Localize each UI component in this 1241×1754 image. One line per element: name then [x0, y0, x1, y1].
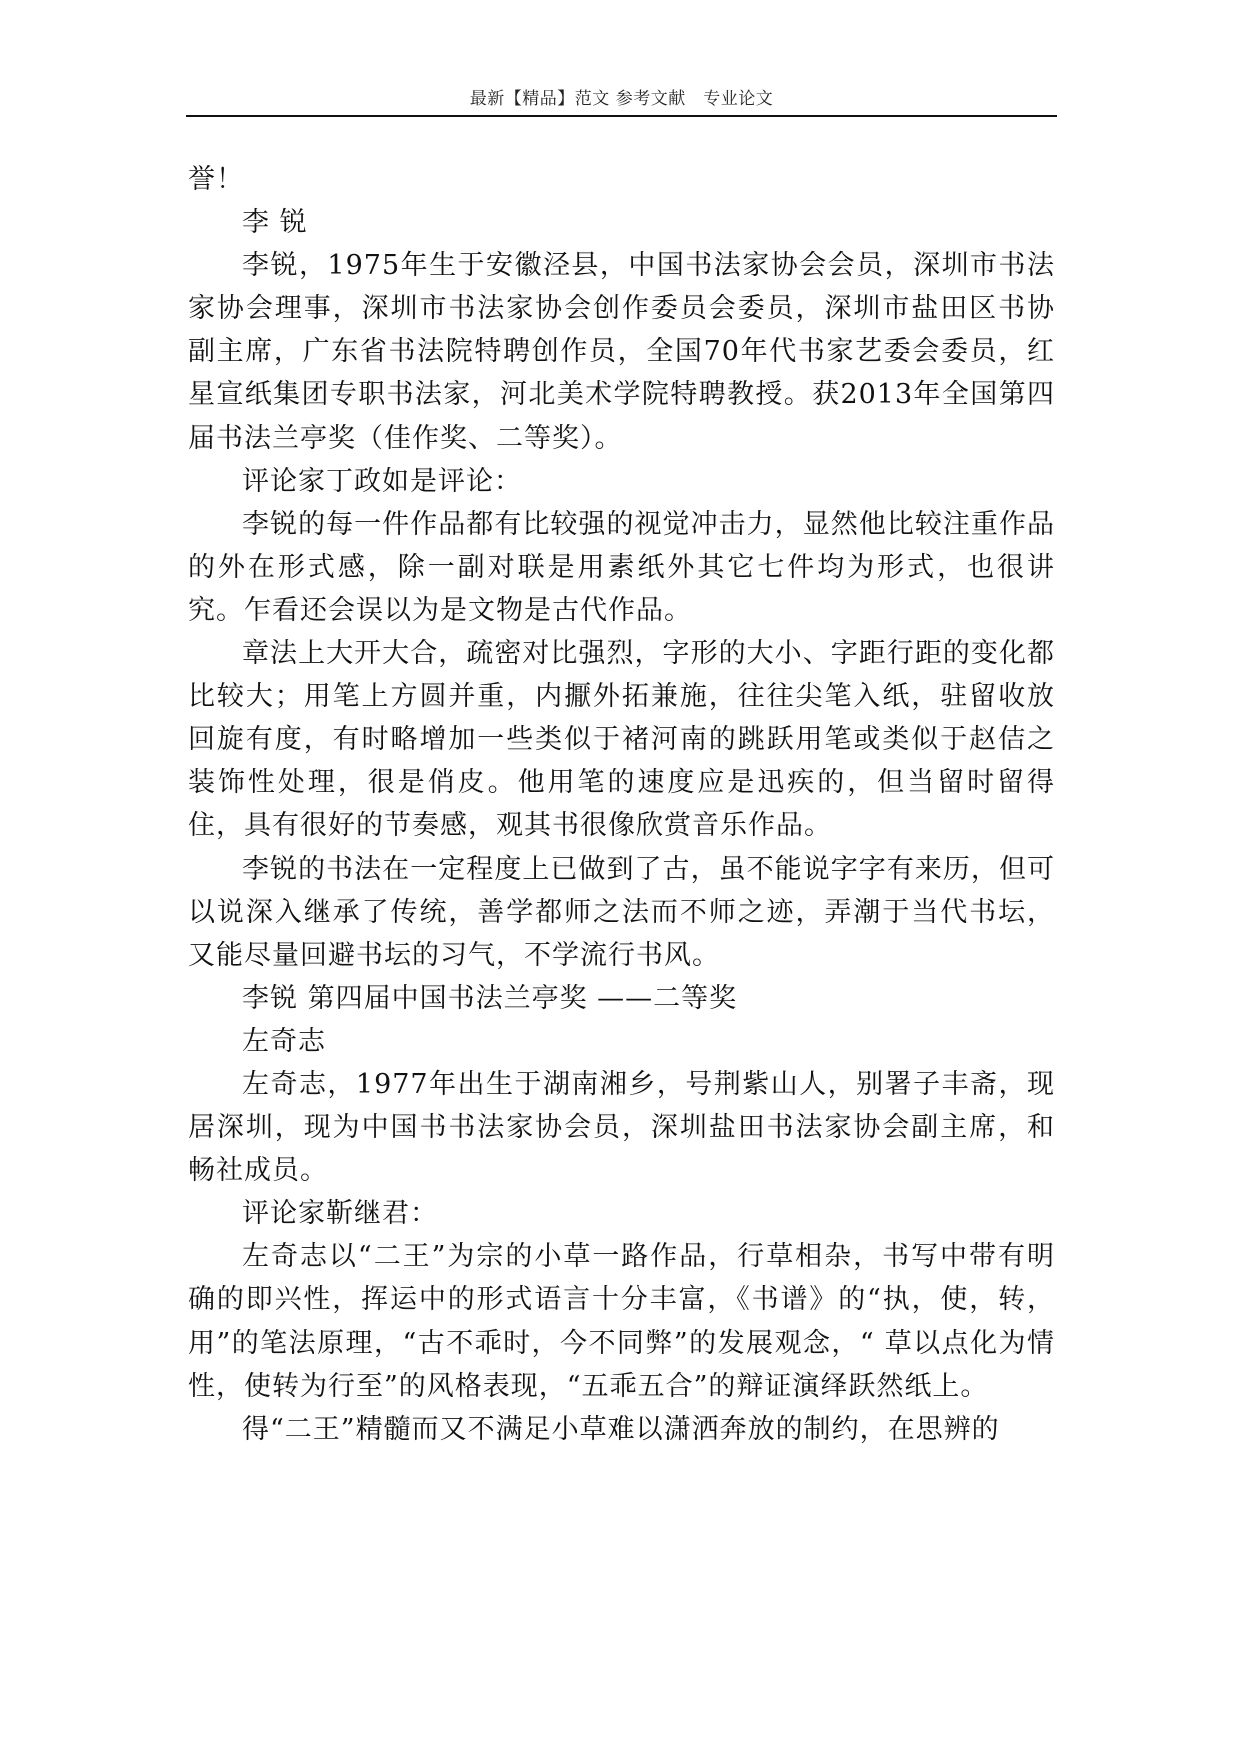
paragraph-award-caption: 李锐 第四届中国书法兰亭奖 ——二等奖	[242, 982, 738, 1014]
paragraph-composition: 章法上大开大合，疏密对比强烈，字形的大小、字距行距的变化都比较大；用笔上方圆并重，内擫外拓兼施，往往尖笔入纸，驻留收放回旋有度，有时略增加一些类似于褚河南的跳跃用笔或类似于赵佶之装饰性处理，很是俏皮。他用笔的速度应是迅疾的，但当留时留得住，具有很好的节奏感，观其书很像欣赏音乐作品。	[188, 638, 1055, 842]
paragraph-critic-jin: 评论家靳继君：	[242, 1198, 438, 1230]
paragraph-li-rui-bio: 李锐，1975年生于安徽泾县，中国书法家协会会员，深圳市书法家协会理事，深圳市书法家协会创作委员会委员，深圳市盐田区书协副主席，广东省书法院特聘创作员，全国70年代书家艺委会委员，红星宣纸集团专职书法家，河北美术学院特聘教授。获2013年全国第四届书法兰亭奖（佳作奖、二等奖）。	[188, 250, 1055, 454]
paragraph-zuo-qizhi-bio: 左奇志，1977年出生于湖南湘乡，号荆紫山人，别署子丰斋，现居深圳，现为中国书书法家协会员，深圳盐田书法家协会副主席，和畅社成员。	[188, 1068, 1055, 1187]
page-header: 最新【精品】范文 参考文献 专业论文	[469, 89, 774, 109]
paragraph-essence: 得“二王”精髓而又不满足小草难以潇洒奔放的制约，在思辨的	[242, 1413, 1000, 1445]
section-heading-li-rui: 李 锐	[242, 207, 308, 239]
paragraph-critic-intro: 评论家丁政如是评论：	[242, 465, 522, 497]
paragraph-style-analysis: 左奇志以“二王”为宗的小草一路作品，行草相杂，书写中带有明确的即兴性，挥运中的形式语言十分丰富，《书谱》的“执，使，转，用”的笔法原理，“古不乖时，今不同弊”的发展观念，“ 草以点化为情性，使转为行至”的风格表现，“五乖五合”的辩证演绎跃然纸上。	[188, 1241, 1055, 1402]
paragraph-continuation: 誉！	[188, 164, 244, 195]
document-body	[188, 158, 1055, 1451]
section-heading-zuo-qizhi: 左奇志	[242, 1025, 326, 1057]
header-divider	[186, 115, 1057, 117]
paragraph-tradition: 李锐的书法在一定程度上已做到了古，虽不能说字字有来历，但可以说深入继承了传统，善学都师之法而不师之迹，弄潮于当代书坛，又能尽量回避书坛的习气，不学流行书风。	[188, 853, 1055, 971]
paragraph-visual-impact: 李锐的每一件作品都有比较强的视觉冲击力，显然他比较注重作品的外在形式感，除一副对联是用素纸外其它七件均为形式，也很讲究。乍看还会误以为是文物是古代作品。	[188, 508, 1055, 626]
